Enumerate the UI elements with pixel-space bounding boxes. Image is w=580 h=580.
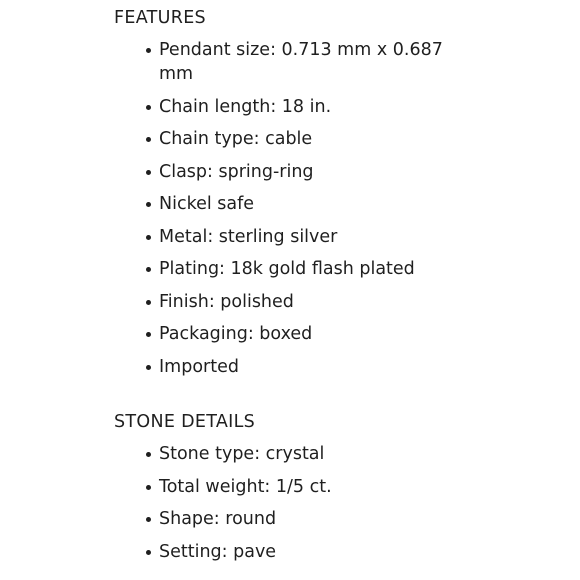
stone-detail-text: Stone type: crystal (159, 444, 325, 464)
bullet-icon (146, 137, 151, 142)
feature-text: Metal: sterling silver (159, 226, 338, 247)
bullet-icon (146, 452, 151, 457)
list-item (146, 95, 566, 119)
features-heading: FEATURES (114, 8, 206, 28)
stone-details-list (146, 442, 566, 572)
feature-text: Chain length: 18 in. (159, 96, 332, 117)
bullet-icon (146, 105, 151, 110)
list-item (146, 322, 566, 346)
list-item (146, 225, 566, 249)
features-list (146, 38, 566, 387)
feature-text: Imported (159, 356, 239, 377)
bullet-icon (146, 48, 151, 53)
feature-text: Plating: 18k gold flash plated (159, 259, 415, 279)
bullet-icon (146, 202, 151, 207)
list-item (146, 355, 566, 379)
bullet-icon (146, 235, 151, 240)
bullet-icon (146, 170, 151, 175)
feature-text: Chain type: cable (159, 129, 313, 149)
stone-details-heading: STONE DETAILS (114, 412, 256, 432)
bullet-icon (146, 550, 151, 555)
list-item (146, 507, 566, 531)
list-item (146, 192, 566, 216)
list-item (146, 475, 566, 499)
list-item (146, 257, 566, 281)
feature-text: Clasp: spring-ring (159, 161, 314, 182)
list-item (146, 38, 454, 86)
bullet-icon (146, 517, 151, 522)
feature-text: Nickel safe (159, 194, 255, 214)
feature-text: Packaging: boxed (159, 324, 313, 344)
feature-text: Pendant size: 0.713 mm x 0.687 mm (159, 40, 443, 84)
list-item (146, 540, 566, 564)
bullet-icon (146, 300, 151, 305)
stone-detail-text: Shape: round (159, 509, 277, 529)
list-item (146, 290, 566, 314)
list-item (146, 442, 566, 466)
stone-detail-text: Total weight: 1/5 ct. (159, 476, 332, 497)
stone-detail-text: Setting: pave (159, 541, 277, 562)
bullet-icon (146, 485, 151, 490)
list-item (146, 160, 566, 184)
bullet-icon (146, 332, 151, 337)
bullet-icon (146, 365, 151, 370)
feature-text: Finish: polished (159, 291, 294, 312)
list-item (146, 127, 566, 151)
bullet-icon (146, 267, 151, 272)
